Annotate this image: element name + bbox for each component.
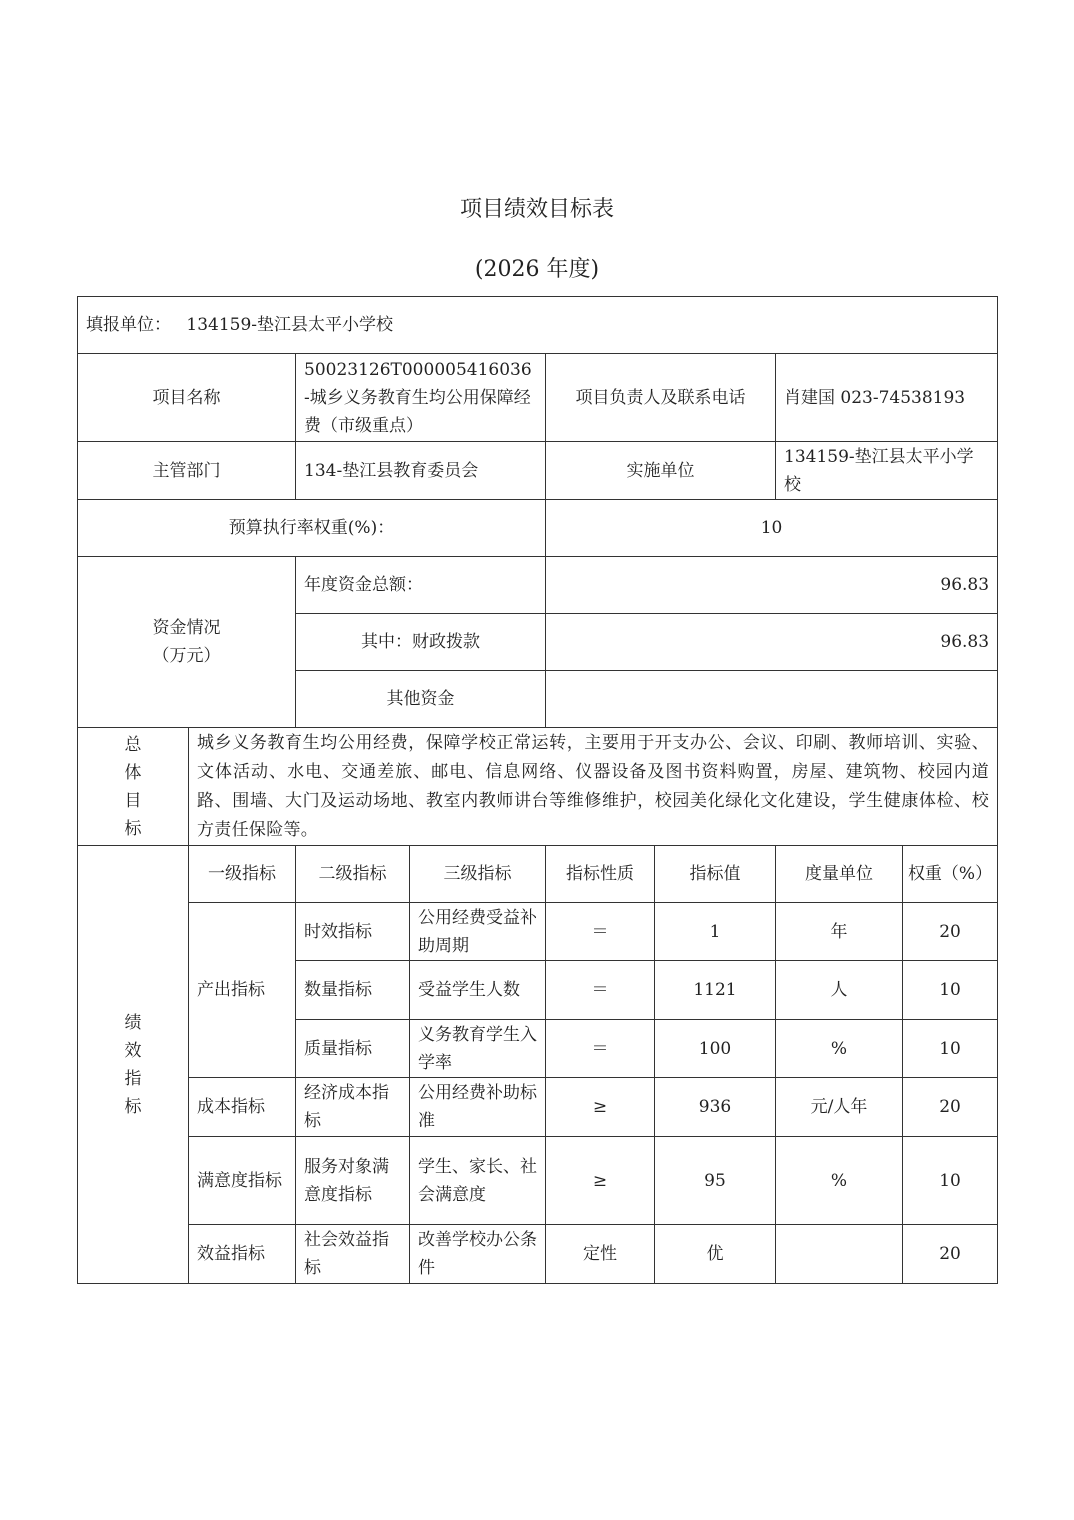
department-row xyxy=(78,442,998,500)
reporting-unit-cell xyxy=(78,297,998,354)
group-output: 产出指标 xyxy=(189,903,296,1078)
weight-cell: 20 xyxy=(903,1078,998,1137)
value-cell: 优 xyxy=(655,1225,776,1284)
department-label: 主管部门 xyxy=(78,442,296,500)
project-owner-value: 肖建国 023-74538193 xyxy=(776,354,998,442)
indicators-label xyxy=(78,846,189,1284)
column-header: 度量单位 xyxy=(776,846,903,903)
table-row xyxy=(78,1225,998,1284)
page-subtitle-year: (2026 年度) xyxy=(474,257,600,282)
level2-cell: 服务对象满意度指标 xyxy=(296,1137,410,1225)
project-name-value: 50023126T000005416036-城乡义务教育生均公用保障经费（市级重点） xyxy=(296,354,546,442)
nature-cell: ＝ xyxy=(546,903,655,961)
column-header: 二级指标 xyxy=(296,846,410,903)
table-row xyxy=(78,903,998,961)
funds-label-line2: （万元） xyxy=(152,646,221,666)
funds-fiscal-value: 96.83 xyxy=(546,614,998,671)
project-name-row xyxy=(78,354,998,442)
funds-total-label: 年度资金总额： xyxy=(296,557,546,614)
level2-cell: 社会效益指标 xyxy=(296,1225,410,1284)
funds-label-line1: 资金情况 xyxy=(152,618,221,638)
nature-cell: ＝ xyxy=(546,961,655,1020)
level2-cell: 经济成本指标 xyxy=(296,1078,410,1137)
page-title: 项目绩效目标表 xyxy=(459,197,614,222)
level2-cell: 时效指标 xyxy=(296,903,410,961)
implementing-unit-label: 实施单位 xyxy=(546,442,776,500)
unit-cell: % xyxy=(776,1020,903,1078)
value-cell: 1121 xyxy=(655,961,776,1020)
table-row xyxy=(78,1078,998,1137)
indicator-header-row xyxy=(78,846,998,903)
indicator-label-char: 指 xyxy=(124,1068,142,1089)
unit-cell: % xyxy=(776,1137,903,1225)
unit-cell: 年 xyxy=(776,903,903,961)
value-cell: 936 xyxy=(655,1078,776,1137)
indicator-label-char: 标 xyxy=(124,1096,142,1117)
level3-cell: 公用经费补助标准 xyxy=(410,1078,546,1137)
goal-label-char: 目 xyxy=(124,790,142,811)
unit-cell xyxy=(776,1225,903,1284)
overall-goal-text: 城乡义务教育生均公用经费，保障学校正常运转，主要用于开支办公、会议、印刷、教师培训、实验、文体活动、水电、交通差旅、邮电、信息网络、仪器设备及图书资料购置，房屋、建筑物、校园内道路、围墙、大门及运动场地、教室内教师讲台等维修维护，校园美化绿化文化建设，学生健康体检、校方责任保险等。 xyxy=(189,728,998,846)
level3-cell: 公用经费受益补助周期 xyxy=(410,903,546,961)
level3-cell: 受益学生人数 xyxy=(410,961,546,1020)
overall-goal-row xyxy=(78,728,998,846)
level3-cell: 改善学校办公条件 xyxy=(410,1225,546,1284)
weight-cell: 20 xyxy=(903,903,998,961)
budget-rate-row xyxy=(78,500,998,557)
column-header: 一级指标 xyxy=(189,846,296,903)
column-header: 权重（%） xyxy=(903,846,998,903)
funds-label xyxy=(78,557,296,728)
nature-cell: ＝ xyxy=(546,1020,655,1078)
weight-cell: 20 xyxy=(903,1225,998,1284)
performance-target-table xyxy=(77,296,998,1284)
column-header: 指标性质 xyxy=(546,846,655,903)
level3-cell: 学生、家长、社会满意度 xyxy=(410,1137,546,1225)
reporting-unit-row xyxy=(78,297,998,354)
reporting-unit-label: 填报单位： xyxy=(86,315,171,335)
group-satisfaction: 满意度指标 xyxy=(189,1137,296,1225)
funds-fiscal-label: 其中：财政拨款 xyxy=(296,614,546,671)
funds-other-value xyxy=(546,671,998,728)
unit-cell: 元/人年 xyxy=(776,1078,903,1137)
budget-rate-value: 10 xyxy=(546,500,998,557)
goal-label-char: 体 xyxy=(124,762,142,783)
nature-cell: ≥ xyxy=(546,1078,655,1137)
budget-rate-label: 预算执行率权重(%)： xyxy=(78,500,546,557)
value-cell: 100 xyxy=(655,1020,776,1078)
overall-goal-label xyxy=(78,728,189,846)
indicator-label-char: 效 xyxy=(124,1040,142,1061)
weight-cell: 10 xyxy=(903,961,998,1020)
indicator-label-char: 绩 xyxy=(124,1012,142,1033)
project-name-label: 项目名称 xyxy=(78,354,296,442)
table-row xyxy=(78,1137,998,1225)
value-cell: 95 xyxy=(655,1137,776,1225)
implementing-unit-value: 134159-垫江县太平小学校 xyxy=(776,442,998,500)
weight-cell: 10 xyxy=(903,1137,998,1225)
column-header: 指标值 xyxy=(655,846,776,903)
goal-label-char: 总 xyxy=(124,734,142,755)
funds-other-label: 其他资金 xyxy=(296,671,546,728)
goal-label-char: 标 xyxy=(124,818,142,839)
department-value: 134-垫江县教育委员会 xyxy=(296,442,546,500)
group-cost: 成本指标 xyxy=(189,1078,296,1137)
level2-cell: 数量指标 xyxy=(296,961,410,1020)
nature-cell: ≥ xyxy=(546,1137,655,1225)
reporting-unit-value: 134159-垫江县太平小学校 xyxy=(186,315,394,335)
funds-total-row xyxy=(78,557,998,614)
level2-cell: 质量指标 xyxy=(296,1020,410,1078)
project-owner-label: 项目负责人及联系电话 xyxy=(546,354,776,442)
column-header: 三级指标 xyxy=(410,846,546,903)
nature-cell: 定性 xyxy=(546,1225,655,1284)
weight-cell: 10 xyxy=(903,1020,998,1078)
level3-cell: 义务教育学生入学率 xyxy=(410,1020,546,1078)
group-benefit: 效益指标 xyxy=(189,1225,296,1284)
value-cell: 1 xyxy=(655,903,776,961)
funds-total-value: 96.83 xyxy=(546,557,998,614)
unit-cell: 人 xyxy=(776,961,903,1020)
